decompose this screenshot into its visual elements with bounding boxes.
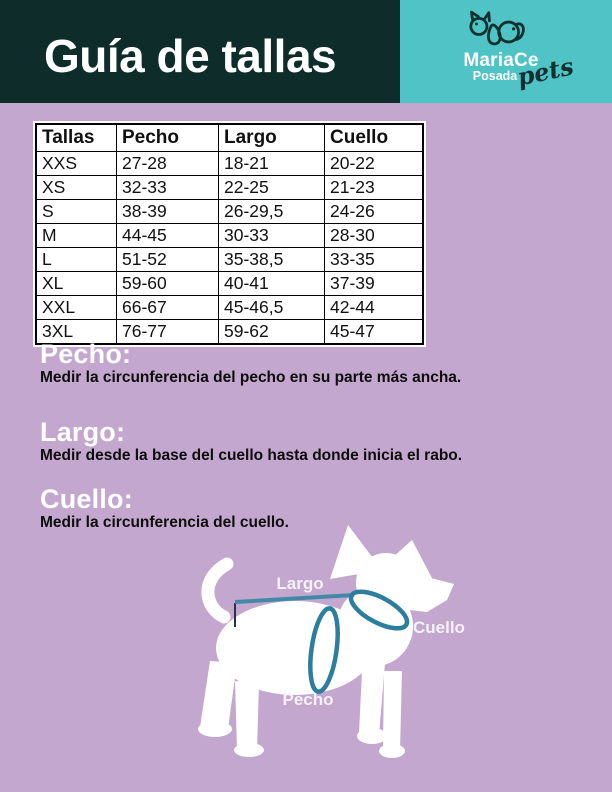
table-cell: 28-30	[325, 224, 424, 248]
table-cell: 33-35	[325, 248, 424, 272]
section-largo	[40, 418, 580, 465]
table-row	[36, 176, 423, 200]
table-header-row	[36, 124, 423, 152]
table-cell: 37-39	[325, 272, 424, 296]
section-pecho-heading: Pecho:	[40, 339, 132, 369]
page-title: Guía de tallas	[44, 29, 337, 82]
table-cell: 44-45	[117, 224, 219, 248]
table-cell: 22-25	[219, 176, 325, 200]
table-cell: 59-60	[117, 272, 219, 296]
pecho-label: Pecho	[282, 690, 334, 709]
table-cell: 3XL	[36, 320, 117, 345]
section-pecho-description: Medir la circunferencia del pecho en su parte más ancha.	[40, 369, 462, 386]
section-cuello-description: Medir la circunferencia del cuello.	[40, 514, 289, 531]
table-row	[36, 296, 423, 320]
table-cell: 21-23	[325, 176, 424, 200]
brand-panel	[400, 0, 612, 103]
table-cell: 27-28	[117, 152, 219, 176]
table-cell: 66-67	[117, 296, 219, 320]
table-row	[36, 248, 423, 272]
table-cell: 35-38,5	[219, 248, 325, 272]
table-cell: M	[36, 224, 117, 248]
largo-measure-line	[235, 595, 354, 602]
col-header-cuello: Cuello	[325, 124, 424, 152]
table-row	[36, 200, 423, 224]
table-cell: XL	[36, 272, 117, 296]
table-cell: 59-62	[219, 320, 325, 345]
table-cell: 76-77	[117, 320, 219, 345]
table-cell: 45-46,5	[219, 296, 325, 320]
cuello-label: Cuello	[413, 618, 465, 637]
table-cell: 24-26	[325, 200, 424, 224]
table-cell: XS	[36, 176, 117, 200]
dog-measurement-illustration	[180, 523, 480, 781]
col-header-pecho: Pecho	[117, 124, 219, 152]
table-cell: S	[36, 200, 117, 224]
table-cell: 18-21	[219, 152, 325, 176]
table-cell: 20-22	[325, 152, 424, 176]
brand-script-word: pets	[514, 51, 577, 92]
largo-label: Largo	[276, 574, 324, 593]
section-pecho	[40, 340, 580, 387]
table-cell: XXL	[36, 296, 117, 320]
brand-name: MariaCe	[463, 50, 539, 71]
size-table	[35, 123, 424, 345]
col-header-tallas: Tallas	[36, 124, 117, 152]
table-row	[36, 152, 423, 176]
table-cell: 40-41	[219, 272, 325, 296]
size-table-wrapper	[33, 121, 426, 347]
dog-cat-logo-icon	[464, 9, 526, 55]
table-cell: 51-52	[117, 248, 219, 272]
table-cell: 42-44	[325, 296, 424, 320]
section-cuello-heading: Cuello:	[40, 484, 133, 514]
table-cell: 45-47	[325, 320, 424, 345]
table-cell: L	[36, 248, 117, 272]
table-cell: 26-29,5	[219, 200, 325, 224]
table-cell: XXS	[36, 152, 117, 176]
table-cell: 30-33	[219, 224, 325, 248]
header-bar	[0, 0, 400, 103]
table-cell: 32-33	[117, 176, 219, 200]
table-row	[36, 224, 423, 248]
table-cell: 38-39	[117, 200, 219, 224]
section-largo-heading: Largo:	[40, 417, 126, 447]
dog-silhouette-icon	[198, 525, 454, 758]
col-header-largo: Largo	[219, 124, 325, 152]
table-row	[36, 272, 423, 296]
brand-subname: Posada	[472, 69, 518, 83]
section-largo-description: Medir desde la base del cuello hasta donde inicia el rabo.	[40, 447, 463, 464]
